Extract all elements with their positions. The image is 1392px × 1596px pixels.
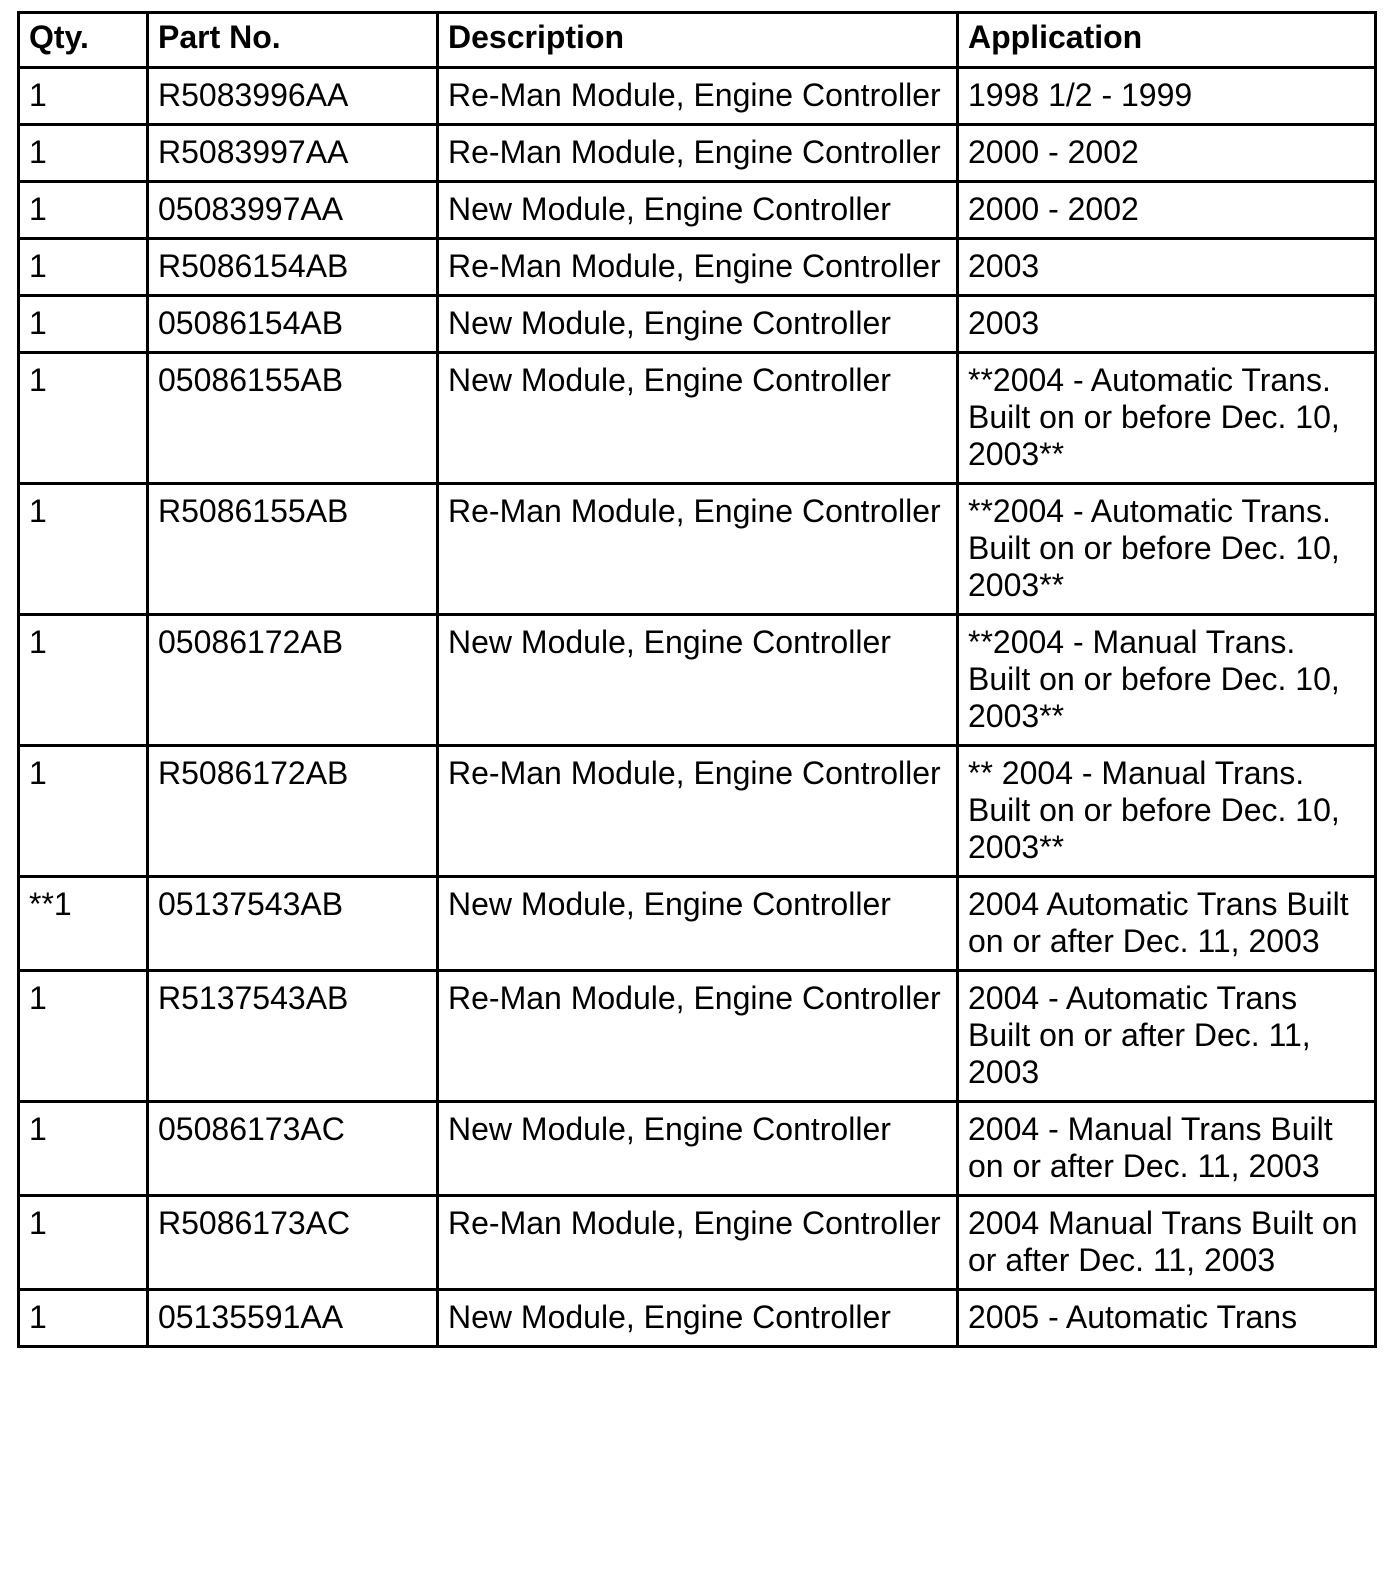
cell-description: Re-Man Module, Engine Controller bbox=[438, 68, 958, 125]
cell-qty: 1 bbox=[19, 1102, 148, 1196]
cell-application: 2004 - Automatic Trans Built on or after Dec. 11, 2003 bbox=[958, 971, 1376, 1102]
cell-description: New Module, Engine Controller bbox=[438, 877, 958, 971]
cell-application: 2005 - Automatic Trans bbox=[958, 1290, 1376, 1347]
table-header bbox=[19, 13, 1376, 68]
cell-description: New Module, Engine Controller bbox=[438, 296, 958, 353]
cell-qty: 1 bbox=[19, 296, 148, 353]
cell-description: New Module, Engine Controller bbox=[438, 1290, 958, 1347]
cell-description: Re-Man Module, Engine Controller bbox=[438, 125, 958, 182]
cell-part-no: 05086154AB bbox=[148, 296, 438, 353]
cell-part-no: 05086172AB bbox=[148, 615, 438, 746]
header-row bbox=[19, 13, 1376, 68]
cell-part-no: R5086155AB bbox=[148, 484, 438, 615]
table-row bbox=[19, 125, 1376, 182]
cell-description: Re-Man Module, Engine Controller bbox=[438, 484, 958, 615]
cell-qty: 1 bbox=[19, 1196, 148, 1290]
cell-application: **2004 - Automatic Trans. Built on or before Dec. 10, 2003** bbox=[958, 353, 1376, 484]
cell-qty: 1 bbox=[19, 182, 148, 239]
cell-qty: 1 bbox=[19, 746, 148, 877]
header-part-no: Part No. bbox=[148, 13, 438, 68]
cell-description: Re-Man Module, Engine Controller bbox=[438, 239, 958, 296]
cell-part-no: R5083997AA bbox=[148, 125, 438, 182]
cell-description: Re-Man Module, Engine Controller bbox=[438, 746, 958, 877]
cell-application: 2000 - 2002 bbox=[958, 125, 1376, 182]
cell-application: 2004 - Manual Trans Built on or after Dec. 11, 2003 bbox=[958, 1102, 1376, 1196]
header-description: Description bbox=[438, 13, 958, 68]
cell-application: **2004 - Manual Trans. Built on or before Dec. 10, 2003** bbox=[958, 615, 1376, 746]
cell-part-no: 05086173AC bbox=[148, 1102, 438, 1196]
cell-part-no: R5137543AB bbox=[148, 971, 438, 1102]
cell-description: New Module, Engine Controller bbox=[438, 1102, 958, 1196]
cell-qty: 1 bbox=[19, 615, 148, 746]
table-row bbox=[19, 746, 1376, 877]
cell-qty: 1 bbox=[19, 353, 148, 484]
table-row bbox=[19, 971, 1376, 1102]
cell-part-no: 05083997AA bbox=[148, 182, 438, 239]
cell-application: 2003 bbox=[958, 296, 1376, 353]
parts-table bbox=[17, 11, 1377, 1348]
cell-qty: 1 bbox=[19, 68, 148, 125]
cell-application: 2004 Manual Trans Built on or after Dec. 11, 2003 bbox=[958, 1196, 1376, 1290]
cell-part-no: R5086172AB bbox=[148, 746, 438, 877]
cell-qty: 1 bbox=[19, 971, 148, 1102]
cell-description: Re-Man Module, Engine Controller bbox=[438, 1196, 958, 1290]
cell-application: 2004 Automatic Trans Built on or after Dec. 11, 2003 bbox=[958, 877, 1376, 971]
cell-description: New Module, Engine Controller bbox=[438, 615, 958, 746]
table-row bbox=[19, 239, 1376, 296]
cell-application: 1998 1/2 - 1999 bbox=[958, 68, 1376, 125]
cell-qty: 1 bbox=[19, 484, 148, 615]
cell-part-no: R5086154AB bbox=[148, 239, 438, 296]
cell-part-no: 05086155AB bbox=[148, 353, 438, 484]
cell-description: Re-Man Module, Engine Controller bbox=[438, 971, 958, 1102]
cell-description: New Module, Engine Controller bbox=[438, 182, 958, 239]
table-row bbox=[19, 615, 1376, 746]
table-row bbox=[19, 1102, 1376, 1196]
header-qty: Qty. bbox=[19, 13, 148, 68]
cell-part-no: 05135591AA bbox=[148, 1290, 438, 1347]
table-row bbox=[19, 1290, 1376, 1347]
cell-application: **2004 - Automatic Trans. Built on or before Dec. 10, 2003** bbox=[958, 484, 1376, 615]
table-row bbox=[19, 182, 1376, 239]
cell-qty: 1 bbox=[19, 239, 148, 296]
cell-part-no: 05137543AB bbox=[148, 877, 438, 971]
table-row bbox=[19, 353, 1376, 484]
cell-application: ** 2004 - Manual Trans. Built on or before Dec. 10, 2003** bbox=[958, 746, 1376, 877]
table-row bbox=[19, 484, 1376, 615]
cell-qty: 1 bbox=[19, 1290, 148, 1347]
table-row bbox=[19, 877, 1376, 971]
table-body bbox=[19, 68, 1376, 1347]
cell-application: 2003 bbox=[958, 239, 1376, 296]
table-row bbox=[19, 68, 1376, 125]
cell-qty: 1 bbox=[19, 125, 148, 182]
table-row bbox=[19, 1196, 1376, 1290]
cell-application: 2000 - 2002 bbox=[958, 182, 1376, 239]
header-application: Application bbox=[958, 13, 1376, 68]
cell-part-no: R5086173AC bbox=[148, 1196, 438, 1290]
cell-description: New Module, Engine Controller bbox=[438, 353, 958, 484]
table-row bbox=[19, 296, 1376, 353]
cell-part-no: R5083996AA bbox=[148, 68, 438, 125]
cell-qty: **1 bbox=[19, 877, 148, 971]
